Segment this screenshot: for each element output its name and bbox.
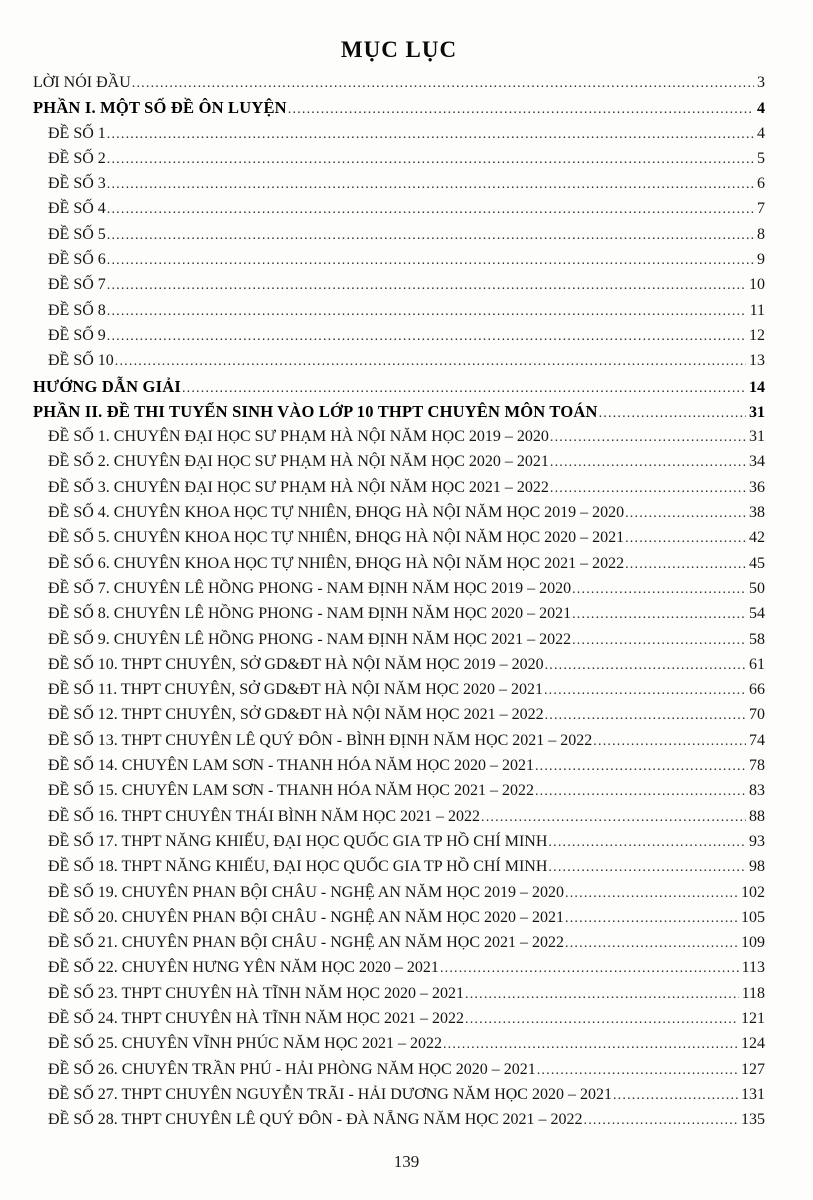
toc-entry [33, 171, 765, 196]
toc-entry-page: 8 [757, 225, 765, 243]
toc-entry-page: 83 [749, 782, 765, 800]
toc-entry-page: 3 [757, 74, 765, 91]
toc-entry [33, 70, 765, 95]
dot-leader [535, 779, 746, 804]
toc-entry [33, 829, 765, 854]
toc-entry-page: 54 [749, 605, 765, 623]
toc-entry-label: HƯỚNG DẪN GIẢI [33, 376, 181, 396]
toc-entry-label: ĐỀ SỐ 1. CHUYÊN ĐẠI HỌC SƯ PHẠM HÀ NỘI NĂM HỌC 2019 – 2020 [48, 428, 549, 446]
toc-entry [33, 121, 765, 146]
dot-leader [550, 476, 746, 501]
toc-entry-label: ĐỀ SỐ 27. THPT CHUYÊN NGUYỄN TRÃI - HẢI DƯƠNG NĂM HỌC 2020 – 2021 [48, 1085, 612, 1103]
toc-entry-page: 13 [749, 352, 765, 370]
toc-entry-page: 31 [749, 403, 765, 421]
toc-entry [33, 728, 765, 753]
dot-leader [107, 172, 754, 197]
dot-leader [107, 197, 754, 222]
toc-entry-page: 14 [749, 378, 765, 396]
toc-entry-label: ĐỀ SỐ 7. CHUYÊN LÊ HỒNG PHONG - NAM ĐỊNH NĂM HỌC 2019 – 2020 [48, 579, 572, 597]
toc-entry [33, 272, 765, 297]
toc-entry-label: ĐỀ SỐ 17. THPT NĂNG KHIẾU, ĐẠI HỌC QUỐC GIA TP HỒ CHÍ MINH [48, 832, 548, 850]
toc-entry-label: ĐỀ SỐ 1 [48, 124, 106, 142]
dot-leader [132, 71, 754, 96]
dot-leader [584, 1108, 738, 1133]
dot-leader [107, 248, 754, 273]
toc-entry-label: LỜI NÓI ĐẦU [33, 74, 131, 91]
toc-entry-page: 12 [749, 326, 765, 344]
toc-entry-page: 98 [749, 858, 765, 876]
toc-entry-label: ĐỀ SỐ 23. THPT CHUYÊN HÀ TĨNH NĂM HỌC 2020 – 2021 [48, 984, 465, 1002]
toc-entry-page: 127 [741, 1060, 765, 1078]
toc-entry [33, 196, 765, 221]
dot-leader [107, 223, 754, 248]
dot-leader [625, 501, 746, 526]
toc-entry-page: 4 [757, 100, 765, 118]
toc-entry-label: ĐỀ SỐ 12. THPT CHUYÊN, SỞ GD&ĐT HÀ NỘI NĂM HỌC 2021 – 2022 [48, 706, 544, 724]
toc-entry-page: 93 [749, 832, 765, 850]
toc-entry [33, 1057, 765, 1082]
toc-entry-page: 5 [757, 149, 765, 167]
dot-leader [107, 147, 754, 172]
toc-entry-page: 124 [741, 1035, 765, 1053]
dot-leader [550, 450, 746, 475]
toc-entry [33, 222, 765, 247]
toc-entry-label: ĐỀ SỐ 26. CHUYÊN TRẦN PHÚ - HẢI PHÒNG NĂM HỌC 2020 – 2021 [48, 1060, 536, 1078]
toc-entry-label: ĐỀ SỐ 5. CHUYÊN KHOA HỌC TỰ NHIÊN, ĐHQG HÀ NỘI NĂM HỌC 2020 – 2021 [48, 529, 625, 547]
toc-entry-page: 88 [749, 807, 765, 825]
toc-entry [33, 652, 765, 677]
toc-entry [33, 880, 765, 905]
toc-entry [33, 500, 765, 525]
dot-leader [572, 577, 746, 602]
toc-entry-label: ĐỀ SỐ 4 [48, 200, 106, 218]
toc-entry [33, 930, 765, 955]
toc-entry [33, 854, 765, 879]
dot-leader [599, 401, 746, 426]
dot-leader [545, 703, 746, 728]
toc-entry [33, 525, 765, 550]
toc-entry-label: ĐỀ SỐ 8. CHUYÊN LÊ HỒNG PHONG - NAM ĐỊNH NĂM HỌC 2020 – 2021 [48, 605, 572, 623]
toc-entry-page: 102 [741, 883, 765, 901]
toc-entry-label: ĐỀ SỐ 18. THPT NĂNG KHIẾU, ĐẠI HỌC QUỐC GIA TP HỒ CHÍ MINH [48, 858, 548, 876]
dot-leader [565, 906, 738, 931]
toc-entry-page: 121 [741, 1009, 765, 1027]
toc-entry-page: 113 [741, 959, 765, 977]
toc-entry-page: 118 [741, 984, 765, 1002]
toc-entry-page: 36 [749, 478, 765, 496]
dot-leader [107, 299, 747, 324]
toc-entry-page: 4 [757, 124, 765, 142]
toc-entry-label: ĐỀ SỐ 6. CHUYÊN KHOA HỌC TỰ NHIÊN, ĐHQG HÀ NỘI NĂM HỌC 2021 – 2022 [48, 554, 625, 572]
footer-page-number: 139 [393, 1152, 420, 1171]
toc-entry [33, 348, 765, 373]
dot-leader [572, 628, 746, 653]
toc-entry [33, 475, 765, 500]
toc-entry-page: 105 [741, 908, 765, 926]
toc-entry [33, 1107, 765, 1132]
toc-list [33, 70, 765, 1132]
toc-entry-label: ĐỀ SỐ 9. CHUYÊN LÊ HỒNG PHONG - NAM ĐỊNH NĂM HỌC 2021 – 2022 [48, 630, 572, 648]
dot-leader [465, 982, 739, 1007]
toc-entry-page: 38 [749, 504, 765, 522]
dot-leader [593, 729, 746, 754]
toc-entry-label: ĐỀ SỐ 25. CHUYÊN VĨNH PHÚC NĂM HỌC 2021 – 2022 [48, 1035, 442, 1053]
toc-entry-label: ĐỀ SỐ 21. CHUYÊN PHAN BỘI CHÂU - NGHỆ AN NĂM HỌC 2021 – 2022 [48, 934, 565, 952]
dot-leader [572, 602, 746, 627]
toc-entry-label: PHẦN II. ĐỀ THI TUYỂN SINH VÀO LỚP 10 THPT CHUYÊN MÔN TOÁN [33, 401, 598, 421]
dot-leader [544, 678, 746, 703]
toc-entry [33, 247, 765, 272]
toc-entry-label: ĐỀ SỐ 3 [48, 175, 106, 193]
dot-leader [613, 1083, 738, 1108]
dot-leader [107, 324, 746, 349]
toc-entry-page: 6 [757, 175, 765, 193]
toc-entry-label: ĐỀ SỐ 20. CHUYÊN PHAN BỘI CHÂU - NGHỆ AN NĂM HỌC 2020 – 2021 [48, 908, 565, 926]
dot-leader [537, 1058, 738, 1083]
toc-entry-label: ĐỀ SỐ 9 [48, 326, 106, 344]
toc-entry-label: ĐỀ SỐ 2 [48, 149, 106, 167]
toc-entry [33, 1006, 765, 1031]
toc-entry-label: ĐỀ SỐ 15. CHUYÊN LAM SƠN - THANH HÓA NĂM HỌC 2021 – 2022 [48, 782, 534, 800]
toc-entry-page: 31 [749, 428, 765, 446]
toc-entry [33, 449, 765, 474]
dot-leader [481, 805, 746, 830]
dot-leader [565, 931, 738, 956]
dot-leader [107, 122, 754, 147]
dot-leader [548, 830, 746, 855]
toc-entry-label: ĐỀ SỐ 11. THPT CHUYÊN, SỞ GD&ĐT HÀ NỘI NĂM HỌC 2020 – 2021 [48, 681, 543, 699]
toc-entry-label: ĐỀ SỐ 7 [48, 276, 106, 294]
toc-entry-label: ĐỀ SỐ 19. CHUYÊN PHAN BỘI CHÂU - NGHỆ AN NĂM HỌC 2019 – 2020 [48, 883, 565, 901]
toc-entry-label: ĐỀ SỐ 8 [48, 301, 106, 319]
toc-entry-page: 78 [749, 757, 765, 775]
toc-entry [33, 1031, 765, 1056]
dot-leader [545, 653, 746, 678]
toc-entry [33, 298, 765, 323]
toc-entry-page: 34 [749, 453, 765, 471]
toc-entry-page: 74 [749, 731, 765, 749]
toc-entry-page: 42 [749, 529, 765, 547]
dot-leader [550, 425, 746, 450]
dot-leader [625, 552, 746, 577]
toc-entry-label: ĐỀ SỐ 16. THPT CHUYÊN THÁI BÌNH NĂM HỌC 2021 – 2022 [48, 807, 481, 825]
dot-leader [288, 97, 754, 122]
toc-entry-page: 7 [757, 200, 765, 218]
toc-entry-label: ĐỀ SỐ 22. CHUYÊN HƯNG YÊN NĂM HỌC 2020 – 2021 [48, 959, 439, 977]
toc-entry-label: ĐỀ SỐ 28. THPT CHUYÊN LÊ QUÝ ĐÔN - ĐÀ NẴNG NĂM HỌC 2021 – 2022 [48, 1111, 583, 1129]
dot-leader [440, 956, 739, 981]
toc-entry [33, 677, 765, 702]
toc-entry-label: ĐỀ SỐ 2. CHUYÊN ĐẠI HỌC SƯ PHẠM HÀ NỘI NĂM HỌC 2020 – 2021 [48, 453, 549, 471]
toc-entry-label: ĐỀ SỐ 6 [48, 251, 106, 269]
toc-entry [33, 146, 765, 171]
toc-entry-page: 131 [741, 1085, 765, 1103]
toc-entry-page: 66 [749, 681, 765, 699]
toc-entry [33, 1082, 765, 1107]
toc-entry [33, 702, 765, 727]
toc-entry-label: ĐỀ SỐ 14. CHUYÊN LAM SƠN - THANH HÓA NĂM HỌC 2020 – 2021 [48, 757, 534, 775]
toc-entry [33, 778, 765, 803]
dot-leader [565, 881, 738, 906]
toc-entry [33, 323, 765, 348]
toc-entry-page: 10 [749, 276, 765, 294]
dot-leader [465, 1007, 738, 1032]
toc-entry-page: 9 [757, 251, 765, 269]
toc-entry [33, 399, 765, 424]
toc-entry-page: 11 [749, 301, 765, 319]
toc-entry-label: ĐỀ SỐ 24. THPT CHUYÊN HÀ TĨNH NĂM HỌC 2021 – 2022 [48, 1009, 465, 1027]
dot-leader [182, 376, 746, 401]
toc-entry [33, 627, 765, 652]
toc-entry-page: 70 [749, 706, 765, 724]
toc-entry-page: 135 [741, 1111, 765, 1129]
dot-leader [443, 1032, 738, 1057]
toc-entry [33, 601, 765, 626]
toc-entry [33, 981, 765, 1006]
toc-entry-page: 50 [749, 579, 765, 597]
toc-entry [33, 576, 765, 601]
toc-entry [33, 955, 765, 980]
toc-entry [33, 804, 765, 829]
page-title: MỤC LỤC [340, 37, 458, 62]
dot-leader [107, 273, 746, 298]
toc-entry-page: 58 [749, 630, 765, 648]
toc-entry-label: ĐỀ SỐ 10. THPT CHUYÊN, SỞ GD&ĐT HÀ NỘI NĂM HỌC 2019 – 2020 [48, 655, 544, 673]
toc-entry [33, 905, 765, 930]
dot-leader [535, 754, 746, 779]
dot-leader [625, 526, 746, 551]
dot-leader [115, 349, 746, 374]
toc-entry [33, 95, 765, 120]
toc-entry-label: PHẦN I. MỘT SỐ ĐỀ ÔN LUYỆN [33, 98, 287, 118]
toc-entry-label: ĐỀ SỐ 13. THPT CHUYÊN LÊ QUÝ ĐÔN - BÌNH ĐỊNH NĂM HỌC 2021 – 2022 [48, 731, 593, 749]
dot-leader [548, 855, 746, 880]
toc-entry [33, 374, 765, 399]
toc-entry-label: ĐỀ SỐ 10 [48, 352, 114, 370]
toc-entry-page: 61 [749, 655, 765, 673]
toc-entry [33, 424, 765, 449]
toc-entry-label: ĐỀ SỐ 4. CHUYÊN KHOA HỌC TỰ NHIÊN, ĐHQG HÀ NỘI NĂM HỌC 2019 – 2020 [48, 504, 625, 522]
toc-entry-label: ĐỀ SỐ 5 [48, 225, 106, 243]
toc-entry [33, 551, 765, 576]
toc-entry-page: 109 [741, 934, 765, 952]
toc-entry-label: ĐỀ SỐ 3. CHUYÊN ĐẠI HỌC SƯ PHẠM HÀ NỘI NĂM HỌC 2021 – 2022 [48, 478, 549, 496]
toc-entry [33, 753, 765, 778]
toc-entry-page: 45 [749, 554, 765, 572]
